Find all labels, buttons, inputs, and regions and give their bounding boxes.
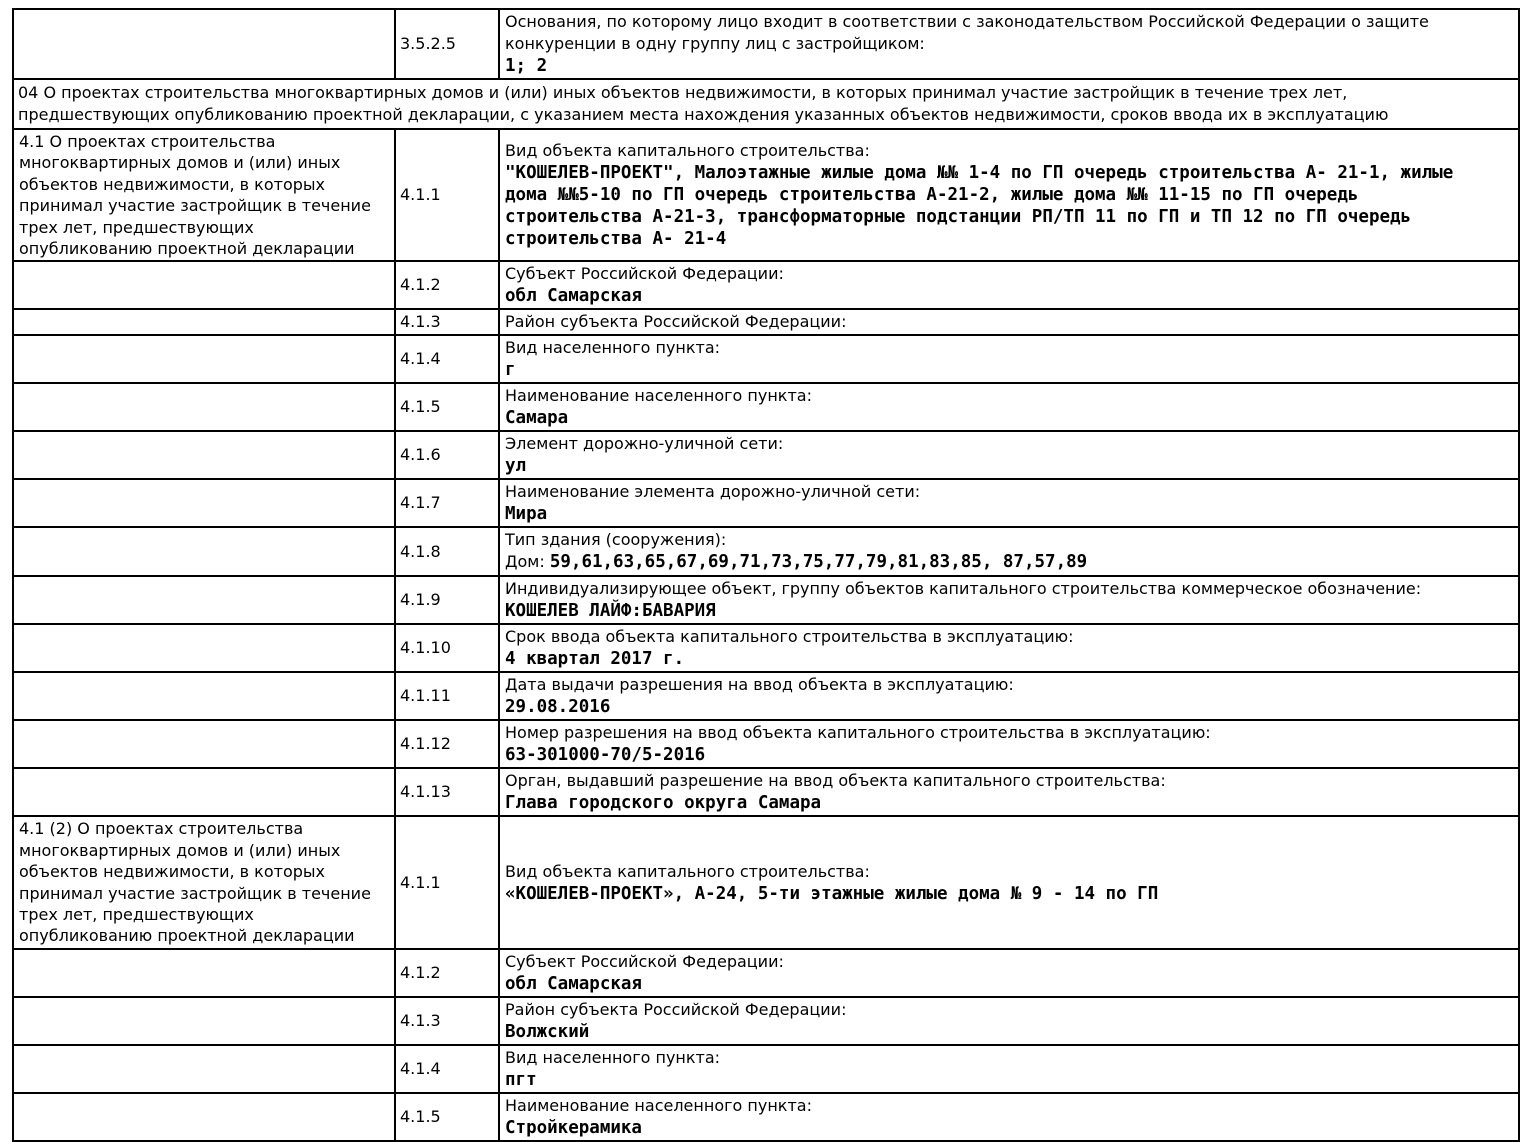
empty-description-cell bbox=[13, 949, 395, 997]
table-row bbox=[13, 720, 1519, 768]
field-label: Тип здания (сооружения): bbox=[505, 530, 727, 550]
declaration-table bbox=[12, 8, 1520, 1142]
row-number: 4.1.5 bbox=[395, 383, 499, 431]
row-number: 4.1.10 bbox=[395, 624, 499, 672]
empty-description-cell bbox=[13, 997, 395, 1045]
empty-description-cell bbox=[13, 1045, 395, 1093]
table-row bbox=[13, 527, 1519, 576]
row-number: 4.1.6 bbox=[395, 431, 499, 479]
block-description: 4.1 (2) О проектах строительства многоквартирных домов и (или) иных объектов недвижимости, в которых принимал участие застройщик в течение трех лет, предшествующих опубликованию проектной декларации bbox=[13, 816, 395, 948]
table-row bbox=[13, 129, 1519, 261]
field-label: Срок ввода объекта капитального строительства в эксплуатацию: bbox=[505, 627, 1074, 647]
field-label: Субъект Российской Федерации: bbox=[505, 951, 784, 971]
block-description: 4.1 О проектах строительства многоквартирных домов и (или) иных объектов недвижимости, в которых принимал участие застройщик в течение трех лет, предшествующих опубликованию проектной декларации bbox=[13, 129, 395, 261]
empty-description-cell bbox=[13, 9, 395, 79]
empty-description-cell bbox=[13, 1093, 395, 1141]
table-row bbox=[13, 431, 1519, 479]
field-cell bbox=[499, 383, 1519, 431]
field-label: Вид населенного пункта: bbox=[505, 338, 721, 358]
table-row bbox=[13, 309, 1519, 335]
empty-description-cell bbox=[13, 261, 395, 309]
field-value: Стройкерамика bbox=[505, 1117, 642, 1138]
row-number: 4.1.5 bbox=[395, 1093, 499, 1141]
field-value: 1; 2 bbox=[505, 56, 548, 76]
field-value: 63-301000-70/5-2016 bbox=[505, 745, 706, 766]
row-number: 4.1.4 bbox=[395, 1045, 499, 1093]
field-value: Самара bbox=[505, 408, 569, 429]
field-label: Наименование населенного пункта: bbox=[505, 1095, 812, 1115]
row-number: 4.1.9 bbox=[395, 576, 499, 624]
field-value: ул bbox=[505, 456, 527, 477]
field-cell bbox=[499, 129, 1519, 261]
row-number: 4.1.1 bbox=[395, 129, 499, 261]
field-label: Индивидуализирующее объект, группу объектов капитального строительства коммерческое обозначение: bbox=[505, 579, 1422, 599]
table-row bbox=[13, 624, 1519, 672]
field-label: Район субъекта Российской Федерации: bbox=[505, 312, 847, 332]
empty-description-cell bbox=[13, 768, 395, 816]
row-number: 4.1.8 bbox=[395, 527, 499, 576]
empty-description-cell bbox=[13, 309, 395, 335]
empty-description-cell bbox=[13, 431, 395, 479]
field-value: 29.08.2016 bbox=[505, 697, 611, 718]
field-cell bbox=[499, 335, 1519, 383]
field-value: обл Самарская bbox=[505, 286, 642, 307]
row-number: 4.1.12 bbox=[395, 720, 499, 768]
field-cell bbox=[499, 1045, 1519, 1093]
field-cell bbox=[499, 997, 1519, 1045]
field-label: Наименование населенного пункта: bbox=[505, 386, 812, 406]
row-number: 4.1.2 bbox=[395, 261, 499, 309]
table-row bbox=[13, 335, 1519, 383]
field-value: 59,61,63,65,67,69,71,73,75,77,79,81,83,85, 87,57,89 bbox=[549, 552, 1088, 573]
field-value: «КОШЕЛЕВ-ПРОЕКТ», А-24, 5-ти этажные жилые дома № 9 - 14 по ГП bbox=[505, 883, 1159, 904]
field-label: Элемент дорожно-уличной сети: bbox=[505, 434, 784, 454]
table-row bbox=[13, 997, 1519, 1045]
field-cell bbox=[499, 576, 1519, 624]
table-row bbox=[13, 816, 1519, 948]
row-number: 4.1.7 bbox=[395, 479, 499, 527]
table-row bbox=[13, 949, 1519, 997]
empty-description-cell bbox=[13, 335, 395, 383]
row-number: 4.1.3 bbox=[395, 997, 499, 1045]
table-row bbox=[13, 768, 1519, 816]
field-value-line bbox=[505, 551, 1494, 574]
field-value: Глава городского округа Самара bbox=[505, 793, 822, 814]
field-value: обл Самарская bbox=[505, 973, 642, 994]
field-value-prefix: Дом: bbox=[505, 552, 550, 572]
field-cell bbox=[499, 309, 1519, 335]
empty-description-cell bbox=[13, 383, 395, 431]
table-row bbox=[13, 1093, 1519, 1141]
field-label: Основания, по которому лицо входит в соответствии с законодательством Российской Федерации о защите конкуренции в одну группу лиц с застройщиком: bbox=[505, 12, 1429, 53]
field-label: Номер разрешения на ввод объекта капитального строительства в эксплуатацию: bbox=[505, 723, 1211, 743]
field-label: Субъект Российской Федерации: bbox=[505, 264, 784, 284]
field-value: 4 квартал 2017 г. bbox=[505, 649, 685, 670]
field-value: КОШЕЛЕВ ЛАЙФ:БАВАРИЯ bbox=[505, 601, 716, 622]
field-cell bbox=[499, 768, 1519, 816]
field-label: Район субъекта Российской Федерации: bbox=[505, 999, 847, 1019]
field-label: Наименование элемента дорожно-уличной сети: bbox=[505, 482, 921, 502]
empty-description-cell bbox=[13, 672, 395, 720]
field-cell bbox=[499, 816, 1519, 948]
table-row bbox=[13, 9, 1519, 79]
field-cell bbox=[499, 720, 1519, 768]
field-label: Орган, выдавший разрешение на ввод объекта капитального строительства: bbox=[505, 771, 1166, 791]
row-number: 4.1.1 bbox=[395, 816, 499, 948]
field-cell bbox=[499, 672, 1519, 720]
table-row bbox=[13, 576, 1519, 624]
field-label: Вид объекта капитального строительства: bbox=[505, 141, 870, 161]
section-header-row bbox=[13, 79, 1519, 129]
table-row bbox=[13, 261, 1519, 309]
empty-description-cell bbox=[13, 720, 395, 768]
field-cell bbox=[499, 261, 1519, 309]
empty-description-cell bbox=[13, 527, 395, 576]
field-label: Вид объекта капитального строительства: bbox=[505, 861, 870, 881]
empty-description-cell bbox=[13, 576, 395, 624]
field-label: Вид населенного пункта: bbox=[505, 1047, 721, 1067]
field-value: г bbox=[505, 360, 516, 381]
field-cell bbox=[499, 479, 1519, 527]
field-value: Мира bbox=[505, 504, 548, 525]
field-value: "КОШЕЛЕВ-ПРОЕКТ", Малоэтажные жилые дома №№ 1-4 по ГП очередь строительства А- 21-1, жилые дома №№5-10 по ГП очередь строительства А-21-2, жилые дома №№ 11-15 по ГП очередь строительства А-21-3, трансформаторные подстанции РП/ТП 11 по ГП и ТП 12 по ГП очередь строительства А- 21-4 bbox=[505, 163, 1454, 250]
table-row bbox=[13, 1045, 1519, 1093]
field-cell bbox=[499, 624, 1519, 672]
field-value: Волжский bbox=[505, 1021, 590, 1042]
field-cell bbox=[499, 527, 1519, 576]
row-number: 3.5.2.5 bbox=[395, 9, 499, 79]
field-cell bbox=[499, 1093, 1519, 1141]
row-number: 4.1.4 bbox=[395, 335, 499, 383]
field-value: пгт bbox=[505, 1069, 537, 1090]
field-cell bbox=[499, 431, 1519, 479]
table-row bbox=[13, 672, 1519, 720]
row-number: 4.1.2 bbox=[395, 949, 499, 997]
row-number: 4.1.13 bbox=[395, 768, 499, 816]
table-row bbox=[13, 479, 1519, 527]
row-number: 4.1.11 bbox=[395, 672, 499, 720]
field-cell bbox=[499, 9, 1519, 79]
field-cell bbox=[499, 949, 1519, 997]
row-number: 4.1.3 bbox=[395, 309, 499, 335]
section-header: 04 О проектах строительства многоквартирных домов и (или) иных объектов недвижимости, в которых принимал участие застройщик в течение трех лет, предшествующих опубликованию проектной декларации, с указанием места нахождения указанных объектов недвижимости, сроков ввода их в эксплуатацию bbox=[13, 79, 1519, 129]
empty-description-cell bbox=[13, 624, 395, 672]
empty-description-cell bbox=[13, 479, 395, 527]
table-row bbox=[13, 383, 1519, 431]
field-label: Дата выдачи разрешения на ввод объекта в эксплуатацию: bbox=[505, 675, 1014, 695]
